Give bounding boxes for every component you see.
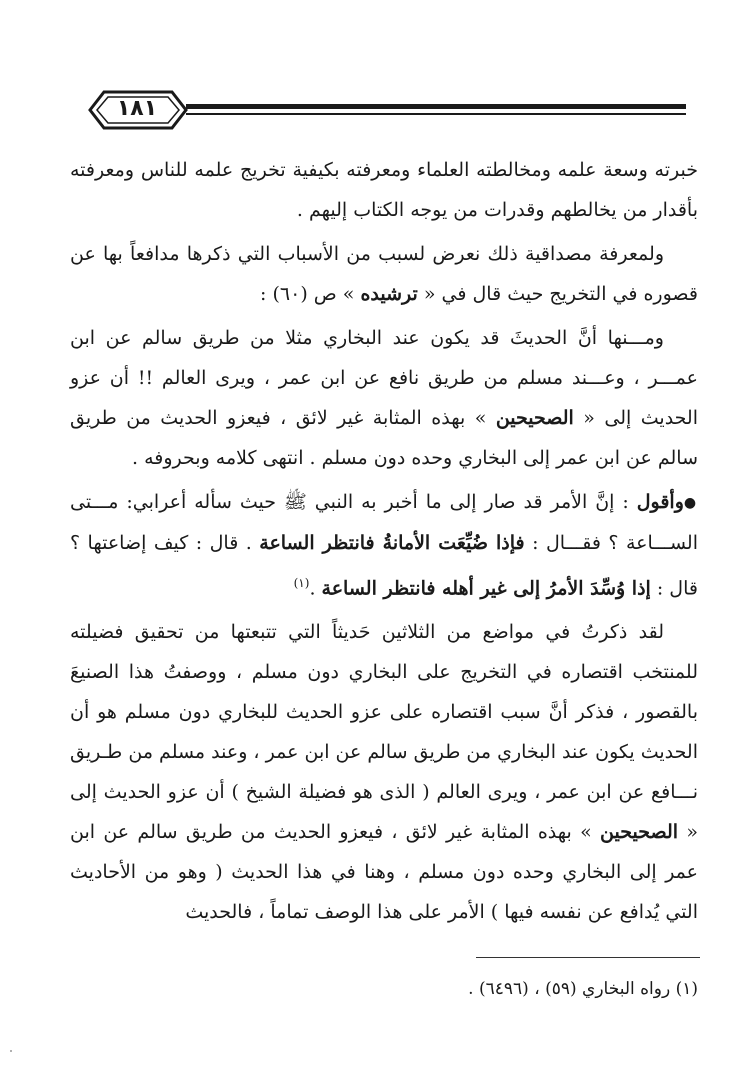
paragraph-5 <box>70 612 698 932</box>
footnote: (١) رواه البخاري (٥٩) ، (٦٤٩٦) . <box>468 979 698 999</box>
paragraph-text: خبرته وسعة علمه ومخالطته العلماء ومعرفته بكيفية تخريج علمه للناس ومعرفته بأقدار من يخالطهم وقدرات من يوجه الكتاب إليهم . <box>70 159 698 221</box>
paragraph-text: » بهذه المثابة غير لائق ، فيعزو الحديث من طريق سالم عن ابن عمر إلى البخاري وحده دون مسلم ، وهنا في هذا الحديث ( وهو من الأحاديث التي يُدافع عن نفسه فيها ) الأمر على هذا الوصف تماماً ، فالحديث <box>70 821 698 924</box>
hadith-bold-2: إذا وُسِّدَ الأمرُ إلى غير أهله فانتظر الساعة <box>321 577 651 600</box>
paragraph-text: ومـــنها أنَّ الحديثَ قد يكون عند البخاري مثلا من طريق سالم عن ابن عمـــر ، وعـــند مسلم من طريق نافع عن ابن عمر ، ويرى العالم !! أن عزو الحديث إلى « <box>70 327 698 429</box>
body-text <box>70 150 698 932</box>
sahihain-bold: الصحيحين <box>495 407 574 429</box>
footnote-ref: (١) <box>293 576 310 590</box>
footnote-divider <box>476 957 700 958</box>
header-ornament <box>88 88 688 132</box>
page-header <box>88 88 688 132</box>
scan-speck <box>10 1050 12 1052</box>
paragraph-text: . <box>309 577 322 600</box>
sahihain-bold: الصحيحين <box>600 821 679 844</box>
paragraph-text: » ص (٦٠) : <box>260 283 361 305</box>
bullet-icon: ● <box>683 495 699 511</box>
paragraph-text: » بهذه المثابة غير لائق ، فيعزو الحديث من طريق سالم عن ابن عمر إلى البخاري وحده دون مسلم . انتهى كلامه وبحروفه . <box>70 407 698 469</box>
wa-aqulu-bold: وأقول <box>636 491 684 513</box>
paragraph-text: : إنَّ الأمر قد صار إلى ما أخبر به النبي ﷺ حيث سأله أعرابي: مـــتى الســـاعة ؟ فقـــال : <box>70 491 698 554</box>
paragraph-1 <box>70 150 698 230</box>
book-title-bold: ترشيده <box>360 283 418 305</box>
paragraph-3-quote <box>70 318 698 478</box>
paragraph-2 <box>70 234 698 314</box>
paragraph-text: ولمعرفة مصداقية ذلك نعرض لسبب من الأسباب التي ذكرها مدافعاً بها عن قصوره في التخريج حيث قال في « <box>70 243 698 305</box>
page-number: ١٨١ <box>116 96 158 121</box>
paragraph-4 <box>70 482 698 608</box>
hadith-bold-1: فإذا ضُيِّعَت الأمانةُ فانتظر الساعة <box>259 532 525 554</box>
paragraph-text: لقد ذكرتُ في مواضع من الثلاثين حَديثاً التي تتبعتها من تحقيق فضيلته للمنتخب اقتصاره في التخريج على البخاري دون مسلم ، ووصفتُ هذا الصنيعَ بالقصور ، فذكر أنَّ سبب اقتصاره على عزو الحديث للبخاري دون مسلم هو أن الحديث يكون عند البخاري من طريق سالم عن ابن عمر ، وعند مسلم من طـريق نـــافع عن ابن عمر ، ويرى العالم ( الذى هو فضيلة الشيخ ) أن عزو الحديث إلى « <box>70 621 698 844</box>
paragraph-text: . قال : كيف إضاعتها ؟ قال : <box>70 532 698 600</box>
